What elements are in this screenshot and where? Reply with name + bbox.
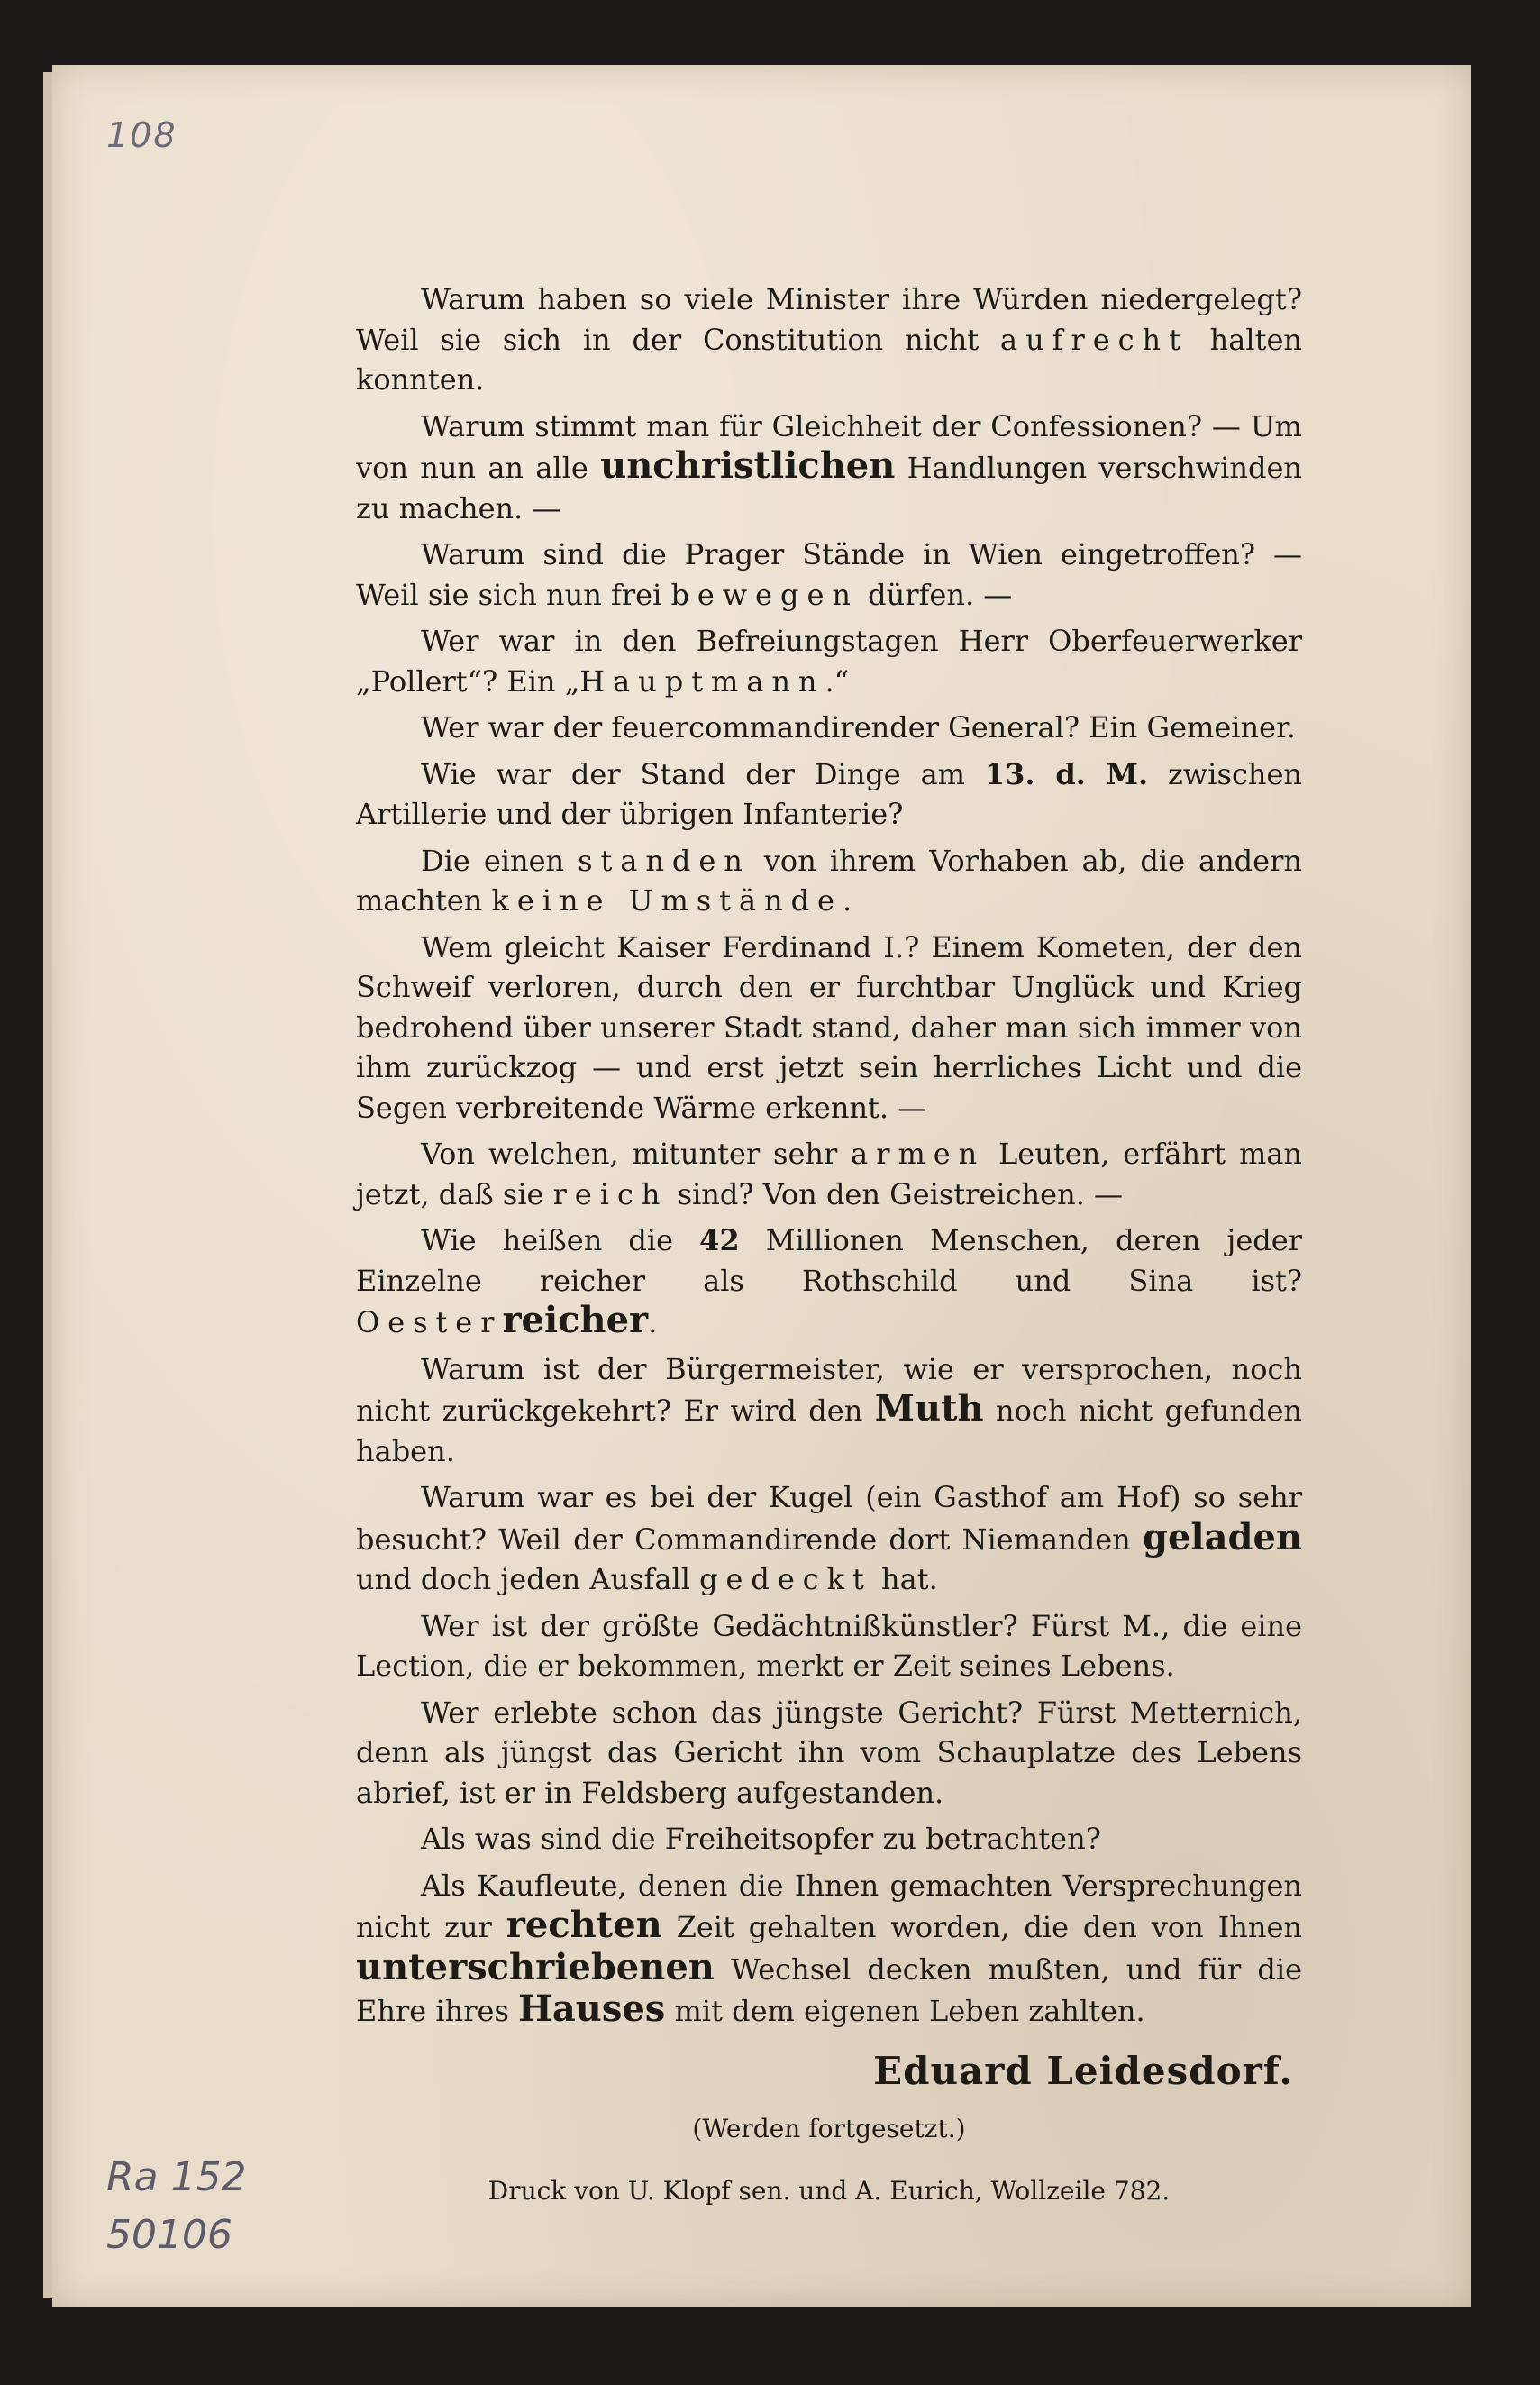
paragraph-3: Warum sind die Prager Stände in Wien eingetroffen? — Weil sie sich nun frei bewegen dürfen. — — [356, 537, 1302, 612]
paragraph-2: Warum stimmt man für Gleichheit der Confessionen? — Um von nun an alle unchristlichen Handlungen verschwinden zu machen. — — [356, 408, 1303, 525]
paragraph-4: Wer war in den Befreiungstagen Herr Oberfeuerwerker „Pollert“? Ein „Hauptmann.“ — [356, 624, 1302, 699]
paragraph-8: Wem gleicht Kaiser Ferdinand I.? Einem Kometen, der den Schweif verloren, durch den er furchtbar Unglück und Krieg bedrohend über unserer Stadt stand, daher man sich immer von ihm zurückzog — und erst jetzt sein herrliches Licht und die Segen verbreitende Wärme erkennt. — — [356, 929, 1302, 1125]
printer-imprint: Druck von U. Klopf sen. und A. Eurich, Wollzeile 782. — [488, 2175, 1171, 2206]
paragraph-13: Wer ist der größte Gedächtnißkünstler? Fürst M., die eine Lection, die er bekommen, merkt er Zeit seines Lebens. — [356, 1608, 1302, 1683]
paragraph-1: Warum haben so viele Minister ihre Würden niedergelegt? Weil sie sich in der Constitution nicht aufrecht halten konnten. — [356, 282, 1302, 397]
shelfmark-line-2: 50106 — [106, 2212, 232, 2258]
archive-number: 108 — [106, 115, 178, 155]
paragraph-14: Wer erlebte schon das jüngste Gericht? Fürst Metternich, denn als jüngst das Gericht ihn vom Schauplatze des Lebens abrief, ist er in Feldsberg aufgestanden. — [356, 1695, 1302, 1810]
paragraph-9: Von welchen, mitunter sehr armen Leuten, erfährt man jetzt, daß sie reich sind? Von den Geistreichen. — — [356, 1137, 1303, 1211]
paragraph-10: Wie heißen die 42 Millionen Menschen, deren jeder Einzelne reicher als Rothschild und Sina ist? Oesterreicher. — [356, 1223, 1302, 1341]
shelfmark-line-1: Ra 152 — [106, 2154, 247, 2200]
paragraph-15: Als was sind die Freiheitsopfer zu betrachten? — [421, 1822, 1101, 1856]
text-column — [356, 279, 1302, 2211]
paragraph-11: Warum ist der Bürgermeister, wie er versprochen, noch nicht zurückgekehrt? Er wird den Muth noch nicht gefunden haben. — [356, 1351, 1303, 1468]
paragraph-16: Als Kaufleute, denen die Ihnen gemachten Versprechungen nicht zur rechten Zeit gehalten worden, die den von Ihnen unterschriebenen Wechsel decken mußten, und für die Ehre ihres Hauses mit dem eigenen Leben zahlten. — [356, 1868, 1303, 2030]
author-signature: Eduard Leidesdorf. — [873, 2048, 1293, 2093]
continuation-note: (Werden fortgesetzt.) — [692, 2114, 966, 2143]
paragraph-7: Die einen standen von ihrem Vorhaben ab, die andern machten keine Umstände. — [356, 843, 1302, 918]
paragraph-6: Wie war der Stand der Dinge am 13. d. M. zwischen Artillerie und der übrigen Infanterie? — [356, 756, 1303, 831]
paragraph-12: Warum war es bei der Kugel (ein Gasthof am Hof) so sehr besucht? Weil der Commandirende dort Niemanden geladen und doch jeden Ausfall gedeckt hat. — [356, 1480, 1302, 1596]
paragraph-5: Wer war der feuercommandirender General? Ein Gemeiner. — [421, 710, 1297, 745]
